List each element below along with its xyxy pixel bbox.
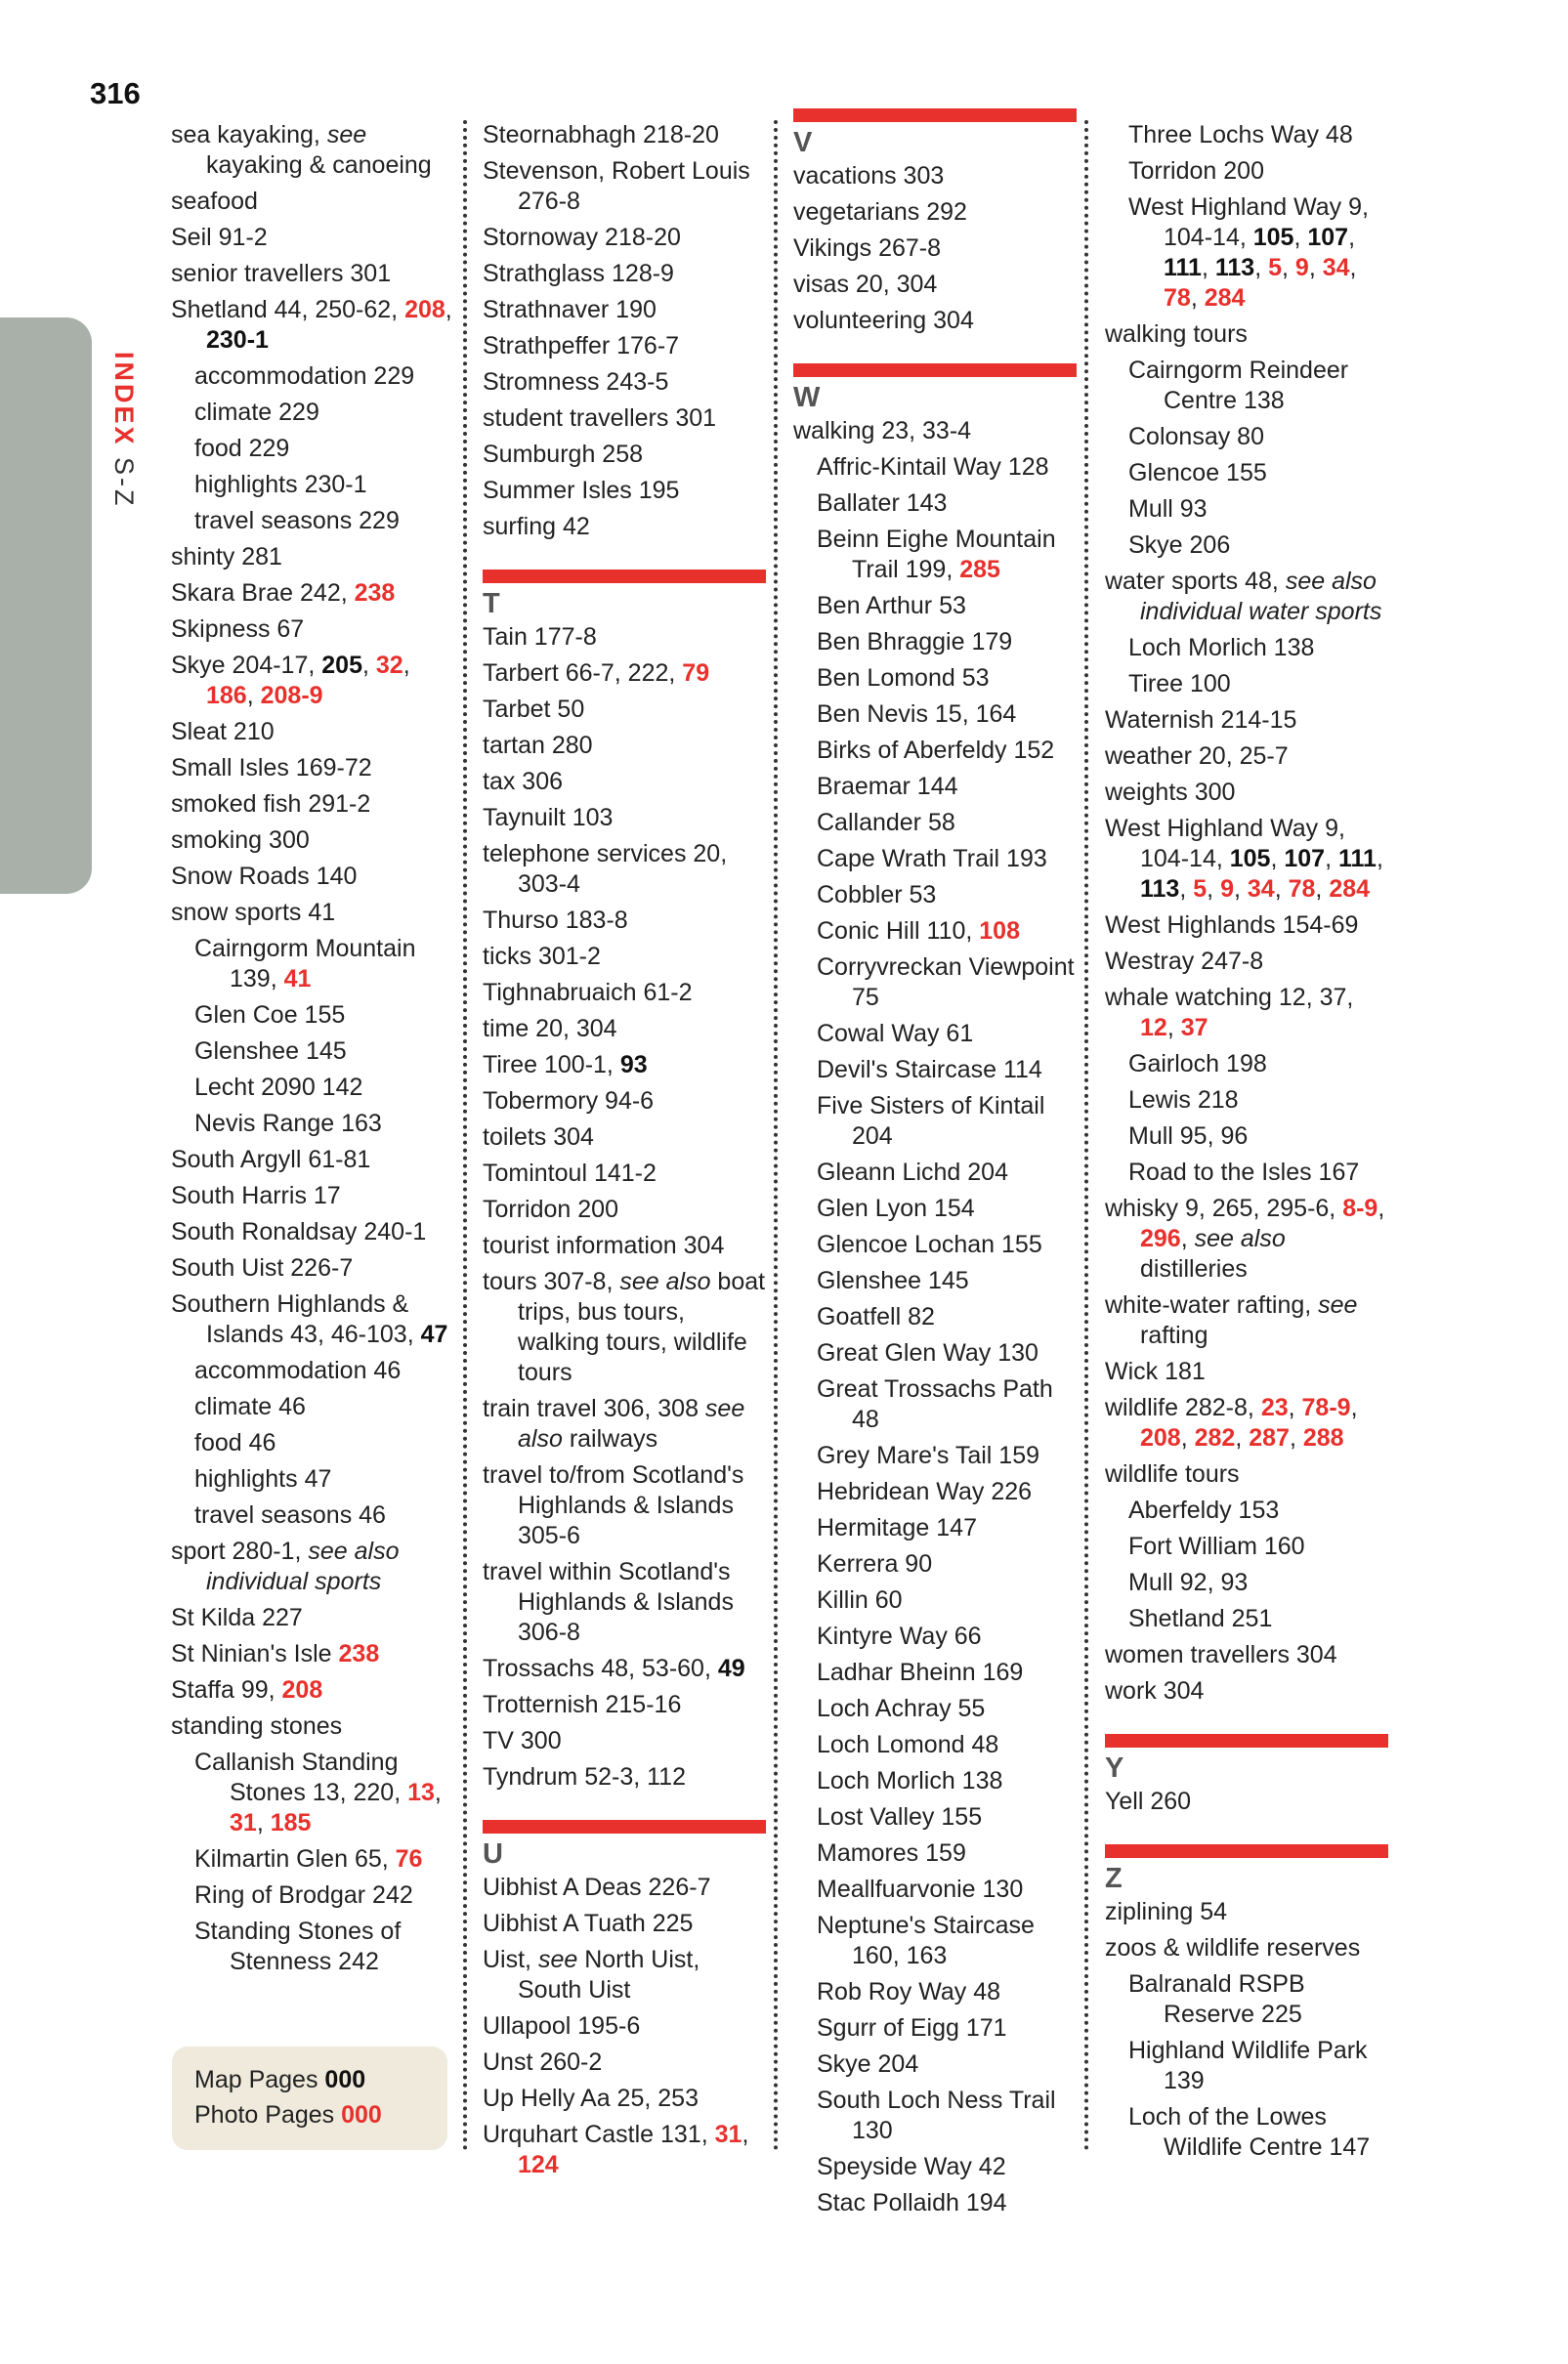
- index-entry: Strathglass 128-9: [483, 260, 674, 287]
- index-entry: South Harris 17: [171, 1182, 341, 1209]
- index-subentry: Great Glen Way 130: [817, 1339, 1038, 1367]
- index-entry: Stromness 243-5: [483, 368, 669, 396]
- index-subentry: Shetland 251: [1128, 1605, 1273, 1632]
- index-subentry: Ballater 143: [817, 489, 948, 517]
- index-subentry: Cape Wrath Trail 193: [817, 845, 1047, 872]
- index-entry: Tighnabruaich 61-2: [483, 979, 693, 1006]
- map-pages-value: 000: [324, 2066, 366, 2093]
- index-subentry: Goatfell 82: [817, 1303, 935, 1330]
- index-entry: visas 20, 304: [793, 271, 938, 298]
- index-entry: TV 300: [483, 1727, 562, 1754]
- index-entry: sport 280-1, see also individual sports: [171, 1538, 400, 1595]
- index-subentry: Kintyre Way 66: [817, 1623, 982, 1650]
- index-subentry: Beinn Eighe Mountain Trail 199, 285: [817, 526, 1056, 583]
- index-subentry: Loch Achray 55: [817, 1695, 986, 1722]
- index-entry: snow sports 41: [171, 899, 336, 926]
- index-entry: St Ninian's Isle 238: [171, 1640, 380, 1667]
- index-entry: Seil 91-2: [171, 224, 268, 251]
- section-letter: Z: [1105, 1863, 1123, 1894]
- index-subentry: Meallfuarvonie 130: [817, 1876, 1024, 1903]
- index-subentry: Nevis Range 163: [194, 1110, 382, 1137]
- section-bar: [1105, 1734, 1388, 1748]
- index-entry: travel within Scotland's Highlands & Islands 306-8: [483, 1558, 734, 1646]
- index-subentry: Skye 206: [1128, 531, 1231, 559]
- index-subentry: Five Sisters of Kintail 204: [817, 1092, 1045, 1150]
- index-tab: [0, 317, 92, 894]
- index-subentry: Glencoe Lochan 155: [817, 1231, 1042, 1258]
- index-entry: smoked fish 291-2: [171, 790, 371, 818]
- index-subentry: Mull 92, 93: [1128, 1569, 1249, 1596]
- index-subentry: Neptune's Staircase 160, 163: [817, 1912, 1035, 1969]
- index-subentry: Kilmartin Glen 65, 76: [194, 1845, 423, 1873]
- index-subentry: Loch Morlich 138: [817, 1767, 1003, 1794]
- index-subentry: Loch Morlich 138: [1128, 634, 1315, 661]
- index-entry: Tain 177-8: [483, 623, 597, 651]
- index-entry: wildlife tours: [1105, 1460, 1240, 1488]
- index-entry: West Highlands 154-69: [1105, 911, 1359, 939]
- index-subentry: Rob Roy Way 48: [817, 1978, 1001, 2005]
- index-subentry: Ben Bhraggie 179: [817, 628, 1013, 655]
- index-subentry: West Highland Way 9, 104-14, 105, 107, 111, 113, 5, 9, 34, 78, 284: [1128, 193, 1369, 312]
- index-entry: train travel 306, 308 see also railways: [483, 1395, 745, 1453]
- index-entry: tartan 280: [483, 732, 593, 759]
- index-subentry: Mull 93: [1128, 495, 1208, 523]
- section-letter: T: [483, 588, 500, 619]
- index-subentry: Tiree 100: [1128, 670, 1231, 697]
- index-subentry: Aberfeldy 153: [1128, 1497, 1280, 1524]
- index-subentry: Affric-Kintail Way 128: [817, 453, 1049, 481]
- page-key-legend: [172, 2047, 447, 2150]
- index-subentry: travel seasons 229: [194, 507, 400, 534]
- index-entry: Tobermory 94-6: [483, 1087, 655, 1115]
- index-entry: women travellers 304: [1105, 1641, 1337, 1668]
- section-bar: [1105, 1844, 1388, 1858]
- index-subentry: climate 46: [194, 1393, 306, 1420]
- column-divider: [774, 120, 778, 2152]
- index-subentry: Gairloch 198: [1128, 1050, 1267, 1077]
- index-entry: smoking 300: [171, 826, 310, 854]
- index-entry: Small Isles 169-72: [171, 754, 372, 781]
- index-subentry: Road to the Isles 167: [1128, 1159, 1360, 1186]
- index-subentry: food 46: [194, 1429, 276, 1456]
- section-letter: V: [793, 127, 813, 158]
- index-entry: Yell 260: [1105, 1788, 1192, 1815]
- index-entry: surfing 42: [483, 513, 590, 540]
- index-entry: weights 300: [1105, 779, 1236, 806]
- index-subentry: Devil's Staircase 114: [817, 1056, 1042, 1083]
- index-subentry: Speyside Way 42: [817, 2153, 1006, 2180]
- index-entry: Tyndrum 52-3, 112: [483, 1763, 686, 1791]
- section-letter: Y: [1105, 1752, 1124, 1784]
- index-entry: Tomintoul 141-2: [483, 1160, 657, 1187]
- index-subentry: Mamores 159: [817, 1839, 966, 1867]
- index-entry: walking tours: [1105, 320, 1248, 348]
- index-entry: South Ronaldsay 240-1: [171, 1218, 427, 1245]
- index-subentry: Lewis 218: [1128, 1086, 1239, 1114]
- index-subentry: travel seasons 46: [194, 1501, 386, 1529]
- index-entry: South Argyll 61-81: [171, 1146, 371, 1173]
- index-entry: wildlife 282-8, 23, 78-9, 208, 282, 287, 288: [1105, 1394, 1358, 1452]
- index-entry: water sports 48, see also individual water sports: [1105, 568, 1382, 625]
- index-subentry: Hermitage 147: [817, 1514, 977, 1541]
- index-subentry: Gleann Lichd 204: [817, 1159, 1008, 1186]
- index-entry: toilets 304: [483, 1123, 594, 1151]
- index-subentry: Killin 60: [817, 1586, 903, 1614]
- index-subentry: Callander 58: [817, 809, 955, 836]
- index-entry: Taynuilt 103: [483, 804, 614, 831]
- index-subentry: Callanish Standing Stones 13, 220, 13, 31, 185: [194, 1749, 442, 1836]
- section-letter: W: [793, 382, 821, 413]
- index-entry: shinty 281: [171, 543, 282, 570]
- index-subentry: Great Trossachs Path 48: [817, 1375, 1053, 1433]
- index-entry: zoos & wildlife reserves: [1105, 1934, 1361, 1962]
- index-entry: tours 307-8, see also boat trips, bus tours, walking tours, wildlife tours: [483, 1268, 766, 1386]
- index-entry: Uibhist A Tuath 225: [483, 1910, 694, 1937]
- index-subentry: Corryvreckan Viewpoint 75: [817, 953, 1075, 1011]
- index-entry: Vikings 267-8: [793, 234, 942, 262]
- index-entry: Unst 260-2: [483, 2048, 603, 2076]
- index-entry: Stevenson, Robert Louis 276-8: [483, 157, 750, 215]
- index-entry: Trotternish 215-16: [483, 1691, 682, 1718]
- index-entry: tourist information 304: [483, 1232, 725, 1259]
- section-letter: U: [483, 1838, 503, 1870]
- index-entry: work 304: [1105, 1677, 1205, 1705]
- index-subentry: Grey Mare's Tail 159: [817, 1442, 1040, 1469]
- index-subentry: Loch of the Lowes Wildlife Centre 147: [1128, 2103, 1371, 2161]
- index-entry: Strathpeffer 176-7: [483, 332, 680, 359]
- column-divider: [463, 120, 467, 2152]
- index-subentry: Glenshee 145: [817, 1267, 969, 1294]
- index-subentry: Skye 204: [817, 2050, 919, 2078]
- index-tab-title: INDEX: [109, 352, 139, 447]
- index-entry: Torridon 200: [483, 1196, 618, 1223]
- index-entry: ticks 301-2: [483, 943, 601, 970]
- index-entry: student travellers 301: [483, 404, 717, 432]
- index-subentry: Balranald RSPB Reserve 225: [1128, 1970, 1305, 2028]
- index-subentry: Glencoe 155: [1128, 459, 1267, 486]
- index-entry: Summer Isles 195: [483, 477, 680, 504]
- index-entry: West Highland Way 9, 104-14, 105, 107, 111, 113, 5, 9, 34, 78, 284: [1105, 815, 1383, 903]
- index-entry: Stornoway 218-20: [483, 224, 681, 251]
- index-subentry: Highland Wildlife Park 139: [1128, 2037, 1368, 2094]
- index-subentry: climate 229: [194, 399, 319, 426]
- index-column-2: [483, 120, 766, 2186]
- index-entry: Uibhist A Deas 226-7: [483, 1874, 711, 1901]
- map-pages-key: Map Pages 000: [194, 2066, 366, 2093]
- index-entry: Tiree 100-1, 93: [483, 1051, 648, 1078]
- index-entry: seafood: [171, 188, 258, 215]
- index-entry: vacations 303: [793, 162, 945, 190]
- photo-pages-value: 000: [341, 2101, 382, 2129]
- index-entry: Westray 247-8: [1105, 948, 1264, 975]
- index-entry: Skipness 67: [171, 615, 305, 643]
- index-entry: Skara Brae 242, 238: [171, 579, 396, 607]
- index-entry: senior travellers 301: [171, 260, 392, 287]
- index-subentry: accommodation 229: [194, 362, 415, 390]
- index-subentry: highlights 47: [194, 1465, 332, 1493]
- index-subentry: Glen Coe 155: [194, 1001, 346, 1029]
- index-subentry: Cairngorm Mountain 139, 41: [194, 935, 416, 992]
- index-entry: Shetland 44, 250-62, 208, 230-1: [171, 296, 452, 354]
- index-subentry: Cairngorm Reindeer Centre 138: [1128, 357, 1349, 414]
- index-subentry: Ladhar Bheinn 169: [817, 1659, 1024, 1686]
- index-entry: Tarbet 50: [483, 696, 585, 723]
- index-entry: ziplining 54: [1105, 1898, 1228, 1925]
- index-entry: Staffa 99, 208: [171, 1676, 323, 1704]
- index-subentry: Loch Lomond 48: [817, 1731, 999, 1758]
- index-entry: Uist, see North Uist, South Uist: [483, 1946, 700, 2004]
- index-entry: Sleat 210: [171, 718, 275, 745]
- index-subentry: Glen Lyon 154: [817, 1195, 975, 1222]
- index-entry: Urquhart Castle 131, 31, 124: [483, 2121, 749, 2178]
- index-column-1: [171, 120, 454, 1983]
- index-subentry: accommodation 46: [194, 1357, 402, 1384]
- index-entry: Sumburgh 258: [483, 441, 644, 468]
- index-entry: standing stones: [171, 1712, 343, 1740]
- index-subentry: Braemar 144: [817, 773, 958, 800]
- photo-pages-key: Photo Pages 000: [194, 2101, 382, 2129]
- index-entry: Snow Roads 140: [171, 863, 358, 890]
- index-entry: volunteering 304: [793, 307, 974, 334]
- index-subentry: Ben Arthur 53: [817, 592, 966, 619]
- index-entry: Tarbert 66-7, 222, 79: [483, 659, 710, 687]
- index-subentry: Three Lochs Way 48: [1128, 121, 1353, 148]
- index-subentry: Mull 95, 96: [1128, 1122, 1249, 1150]
- index-entry: travel to/from Scotland's Highlands & Islands 305-6: [483, 1461, 744, 1549]
- index-subentry: Ring of Brodgar 242: [194, 1881, 413, 1909]
- index-entry: time 20, 304: [483, 1015, 617, 1042]
- index-entry: walking 23, 33-4: [793, 417, 972, 444]
- index-subentry: Glenshee 145: [194, 1037, 347, 1065]
- index-entry: Skye 204-17, 205, 32, 186, 208-9: [171, 652, 410, 709]
- index-subentry: Hebridean Way 226: [817, 1478, 1033, 1505]
- index-entry: Southern Highlands & Islands 43, 46-103, 47: [171, 1290, 448, 1348]
- section-bar: [483, 1820, 766, 1834]
- index-subentry: Ben Lomond 53: [817, 664, 990, 692]
- index-entry: weather 20, 25-7: [1105, 742, 1289, 770]
- index-entry: Thurso 183-8: [483, 907, 628, 934]
- index-subentry: Kerrera 90: [817, 1550, 933, 1578]
- index-entry: vegetarians 292: [793, 198, 967, 226]
- index-entry: Waternish 214-15: [1105, 706, 1297, 734]
- index-entry: South Uist 226-7: [171, 1254, 354, 1282]
- index-tab-label: [108, 352, 139, 509]
- index-entry: white-water rafting, see rafting: [1105, 1291, 1358, 1349]
- index-subentry: Sgurr of Eigg 171: [817, 2014, 1007, 2042]
- index-subentry: Conic Hill 110, 108: [817, 917, 1020, 945]
- index-column-4: [1105, 120, 1388, 2169]
- index-tab-range: S-Z: [109, 457, 139, 509]
- index-subentry: Ben Nevis 15, 164: [817, 700, 1017, 728]
- index-subentry: highlights 230-1: [194, 471, 367, 498]
- index-subentry: Cowal Way 61: [817, 1020, 974, 1047]
- section-bar: [793, 363, 1077, 377]
- index-entry: Wick 181: [1105, 1358, 1206, 1385]
- index-column-3: [793, 120, 1077, 2224]
- index-subentry: Birks of Aberfeldy 152: [817, 737, 1055, 764]
- index-entry: St Kilda 227: [171, 1604, 303, 1631]
- section-bar: [793, 108, 1077, 122]
- index-subentry: Colonsay 80: [1128, 423, 1264, 450]
- section-bar: [483, 570, 766, 583]
- index-subentry: Torridon 200: [1128, 157, 1264, 185]
- index-subentry: Fort William 160: [1128, 1533, 1305, 1560]
- index-entry: sea kayaking, see kayaking & canoeing: [171, 121, 432, 179]
- index-subentry: Lecht 2090 142: [194, 1074, 363, 1101]
- index-entry: Ullapool 195-6: [483, 2012, 641, 2040]
- page-number: 316: [90, 76, 141, 110]
- index-subentry: food 229: [194, 435, 290, 462]
- index-entry: whisky 9, 265, 295-6, 8-9, 296, see also distilleries: [1105, 1195, 1385, 1283]
- index-subentry: Cobbler 53: [817, 881, 937, 908]
- index-subentry: Stac Pollaidh 194: [817, 2189, 1007, 2216]
- column-divider: [1084, 120, 1088, 2152]
- index-entry: Up Helly Aa 25, 253: [483, 2085, 699, 2112]
- index-subentry: Standing Stones of Stenness 242: [194, 1918, 402, 1975]
- index-subentry: South Loch Ness Trail 130: [817, 2087, 1056, 2144]
- index-subentry: Lost Valley 155: [817, 1803, 983, 1831]
- index-entry: Strathnaver 190: [483, 296, 657, 323]
- index-entry: telephone services 20, 303-4: [483, 840, 728, 898]
- index-entry: Steornabhagh 218-20: [483, 121, 719, 148]
- index-entry: Trossachs 48, 53-60, 49: [483, 1655, 745, 1682]
- index-entry: whale watching 12, 37, 12, 37: [1105, 984, 1354, 1041]
- index-entry: tax 306: [483, 768, 564, 795]
